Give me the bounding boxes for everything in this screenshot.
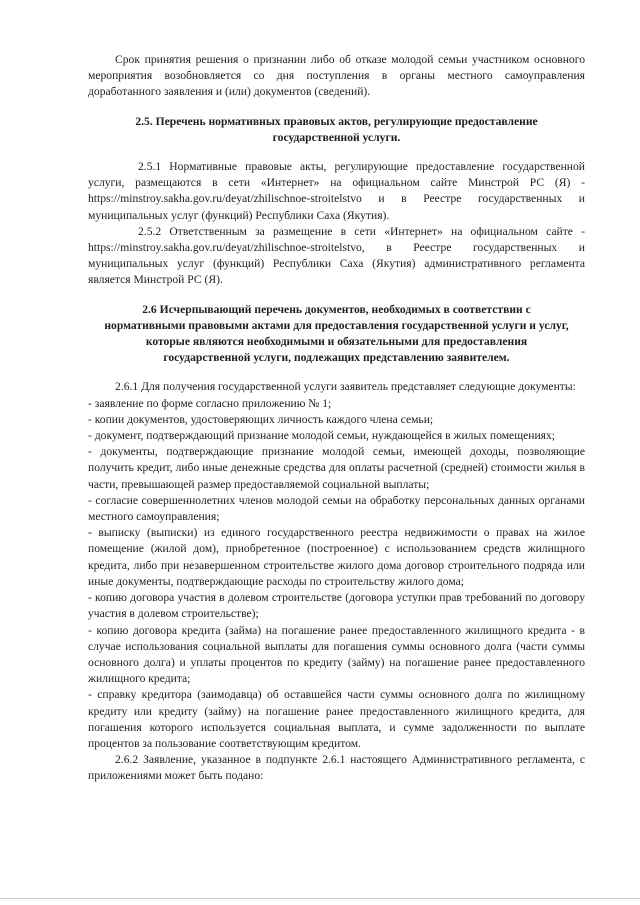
paragraph-2-6-2: 2.6.2 Заявление, указанное в подпункте 2.6.1 настоящего Административного регламента, с приложениями может быть подано: [88,753,585,783]
list-item: - копию договора участия в долевом строительстве (договора уступки прав требований по договору участия в долевом строительстве); [88,591,585,621]
paragraph-2-5-2: 2.5.2 Ответственным за размещение в сети «Интернет» на официальном сайте - https://minstroy.sakha.gov.ru/deyat/zhilischnoe-stroitelstvo, в Реестре государственных и муниципальных услуг (функций) Республики Саха (Якутия) административного регламента является Минстрой РС (Я). [88,224,585,287]
list-item: - заявление по форме согласно приложению № 1; [88,396,332,410]
list-item: - согласие совершеннолетних членов молодой семьи на обработку персональных данных органами местного самоуправления; [88,493,585,524]
list-item: - копию договора кредита (займа) на погашение ранее предоставленного жилищного кредита - в случае использования социальной выплаты для погашения суммы основного долга (части суммы основного долга) и уплаты процентов по кредиту (займу) на погашение ранее предоставленного жилищного кредита; [88,623,585,686]
list-item: - выписку (выписки) из единого государственного реестра недвижимости о правах на жилое помещение (жилой дом), приобретенное (построенное) с использованием средств жилищного кредита, либо при незавершенном строительстве жилого дома договор строительного подряда или иные документы, подтверждающие расходы по строительству жилого дома; [88,526,585,588]
document-list [88,396,585,752]
document-page [88,52,585,785]
paragraph-2-5-1: 2.5.1 Нормативные правовые акты, регулирующие предоставление государственной услуги, размещаются в сети «Интернет» на официальном сайте Минстрой РС (Я) - https://minstroy.sakha.gov.ru/deyat/zhilischnoe-stroitelstvo и в Реестре государственных и муниципальных услуг (функций) Республики Саха (Якутия). [88,160,585,222]
paragraph-2-6-1: 2.6.1 Для получения государственной услуги заявитель представляет следующие документы: [115,380,576,394]
scan-edge-line [0,898,640,899]
list-item: - справку кредитора (заимодавца) об оставшейся части суммы основного долга по жилищному кредиту или кредиту (займу) на погашение ранее предоставленного жилищного кредита, для погашения которого используется социальная выплата, и сумме задолженности по выплате процентов за пользование соответствующим кредитом. [88,688,585,750]
list-item: - документы, подтверждающие признание молодой семьи, имеющей доходы, позволяющие получить кредит, либо иные денежные средства для оплаты расчетной (средней) стоимости жилья в части, превышающей размер предоставляемой социальной выплаты; [88,445,585,491]
intro-paragraph: Срок принятия решения о признании либо об отказе молодой семьи участником основного мероприятия возобновляется со дня поступления в органы местного самоуправления доработанного заявления и (или) документов (сведений). [88,53,585,99]
section-2-6-heading: 2.6 Исчерпывающий перечень документов, необходимых в соответствии с нормативными правовыми актами для предоставления государственной услуги и услуг, которые являются необходимыми и обязательными для предоставления государственной услуги, подлежащих представлению заявителем. [104,302,569,365]
list-item: - документ, подтверждающий признание молодой семьи, нуждающейся в жилых помещениях; [88,429,556,443]
section-2-5-heading: 2.5. Перечень нормативных правовых актов, регулирующие предоставление государственной услуги. [135,114,538,144]
list-item: - копии документов, удостоверяющих личность каждого члена семьи; [88,412,434,426]
